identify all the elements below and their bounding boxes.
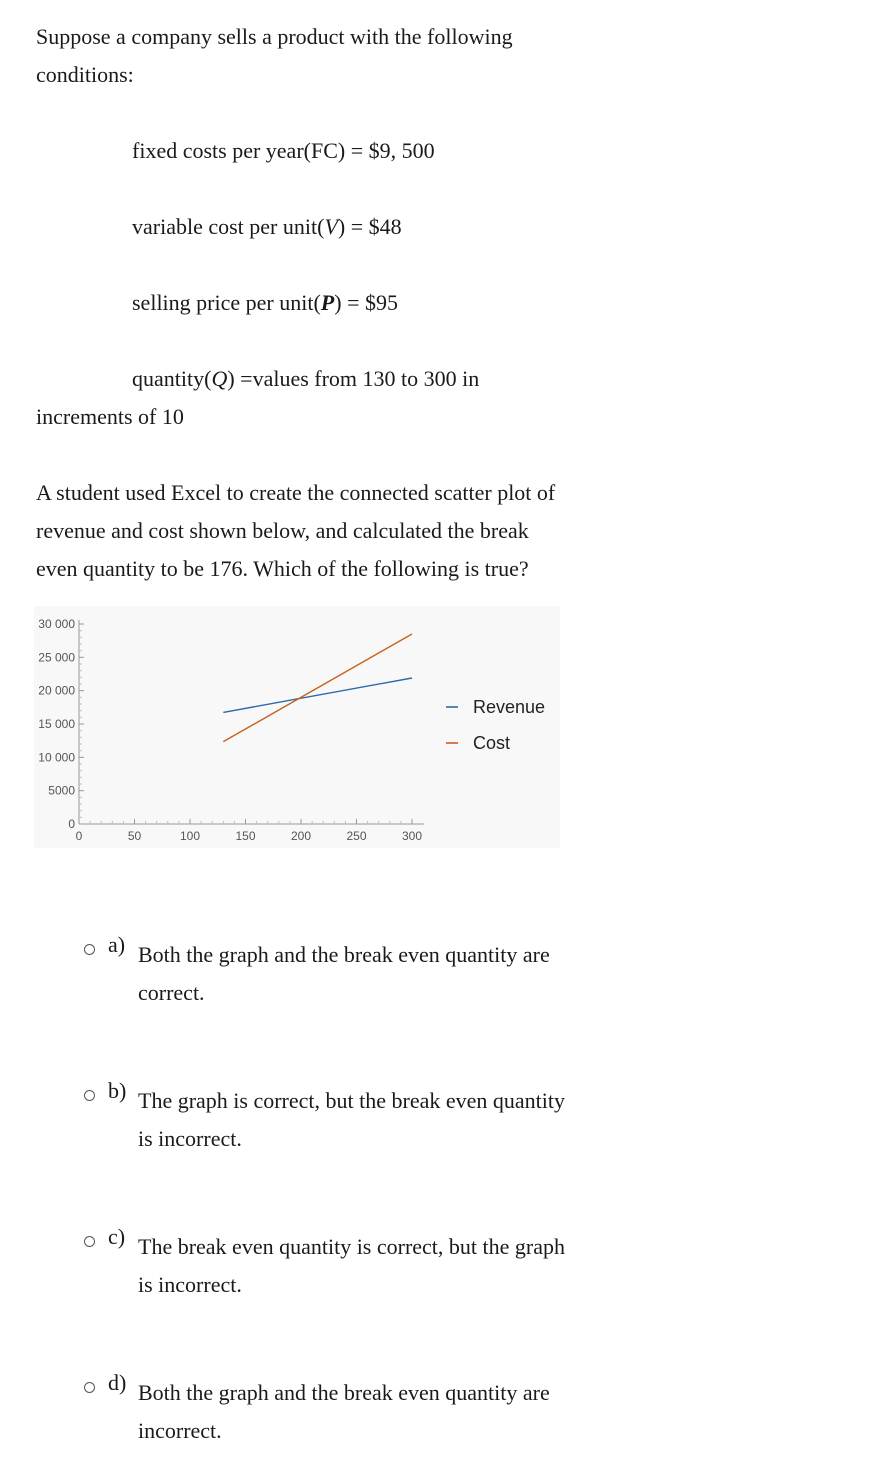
y-tick-label: 10 000 — [38, 750, 75, 765]
legend-label-revenue: Revenue — [473, 697, 546, 717]
chart-svg — [34, 606, 560, 848]
x-tick-label: 0 — [75, 829, 83, 843]
option-a-letter: a) — [108, 932, 126, 957]
option-a[interactable] — [84, 932, 644, 1016]
x-tick-label: 150 — [235, 829, 256, 843]
selling-price-condition: selling price per unit(P) = $95 — [132, 290, 398, 315]
variable-cost-condition: variable cost per unit(V) = $48 — [132, 214, 402, 239]
question-text — [36, 474, 555, 588]
option-b-text: The graph is correct, but the break even quantity is incorrect. — [138, 1088, 566, 1151]
y-tick-label: 5000 — [48, 783, 75, 798]
chart-background — [34, 606, 560, 848]
question-line-3: even quantity to be 176. Which of the following is true? — [36, 556, 529, 581]
option-c-letter: c) — [108, 1224, 126, 1249]
radio-d[interactable] — [84, 1382, 95, 1393]
x-tick-label: 200 — [290, 829, 312, 843]
option-c-text: The break even quantity is correct, but the graph is incorrect. — [138, 1234, 566, 1297]
quantity-condition-continued: increments of 10 — [36, 404, 184, 429]
legend-label-cost: Cost — [473, 733, 511, 753]
x-tick-label: 300 — [401, 829, 423, 843]
radio-b[interactable] — [84, 1090, 95, 1101]
option-a-text: Both the graph and the break even quantity are correct. — [138, 942, 550, 1005]
radio-a[interactable] — [84, 944, 95, 955]
option-b-letter: b) — [108, 1078, 127, 1103]
option-d-letter: d) — [108, 1370, 127, 1395]
option-c[interactable] — [84, 1224, 644, 1308]
y-tick-label: 25 000 — [38, 650, 75, 665]
option-b[interactable] — [84, 1078, 644, 1162]
intro-line-2: conditions: — [36, 62, 134, 87]
option-d[interactable] — [84, 1370, 644, 1454]
y-tick-label: 15 000 — [38, 717, 75, 731]
x-tick-label: 100 — [179, 829, 201, 843]
option-d-text: Both the graph and the break even quantity are incorrect. — [138, 1380, 550, 1443]
radio-c[interactable] — [84, 1236, 95, 1247]
intro-text — [36, 18, 513, 94]
fixed-cost-condition: fixed costs per year(FC) = $9, 500 — [132, 138, 435, 163]
x-tick-label: 250 — [346, 829, 367, 843]
y-tick-label: 0 — [68, 817, 75, 831]
quantity-condition: quantity(Q) =values from 130 to 300 in — [132, 366, 480, 391]
x-tick-label: 50 — [127, 829, 142, 843]
revenue-cost-chart — [34, 606, 560, 848]
y-tick-label: 30 000 — [38, 617, 75, 631]
question-line-2: revenue and cost shown below, and calculated the break — [36, 518, 529, 543]
y-tick-label: 20 000 — [38, 683, 75, 698]
intro-line-1: Suppose a company sells a product with the following — [36, 24, 513, 49]
question-line-1: A student used Excel to create the connected scatter plot of — [36, 480, 556, 505]
